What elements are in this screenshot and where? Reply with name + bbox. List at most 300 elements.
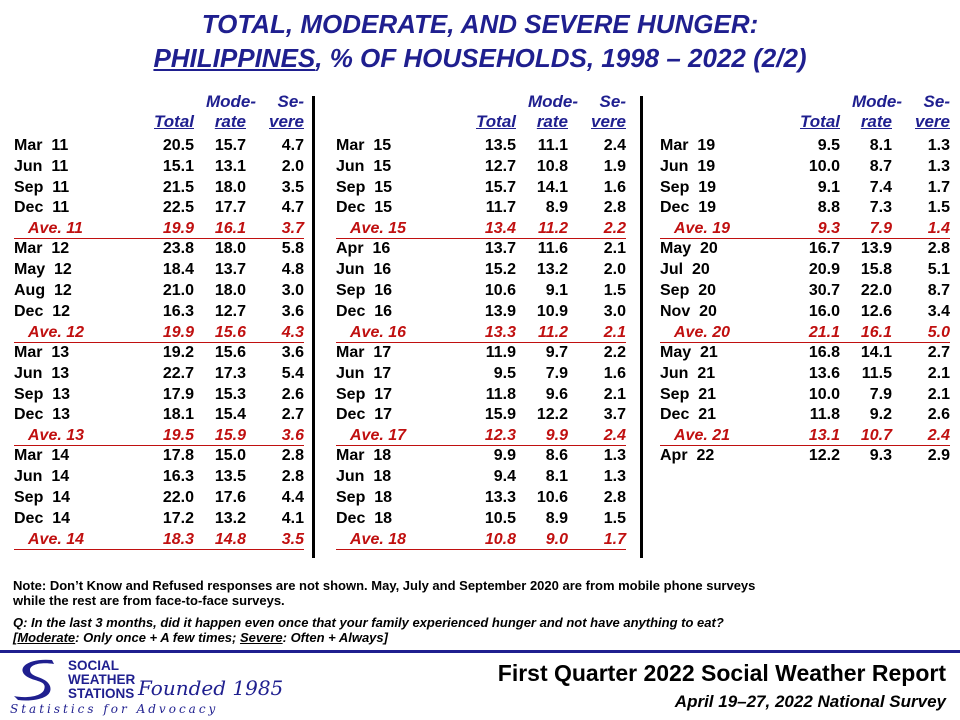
cell-total: 17.2 (162, 509, 194, 527)
cell-total: 11.9 (485, 343, 516, 361)
cell-severe: 3.7 (281, 220, 304, 238)
table-row (14, 405, 304, 426)
sws-logo (6, 656, 306, 718)
sws-swoosh-icon (8, 656, 66, 702)
cell-severe: 2.2 (603, 343, 626, 361)
cell-moderate: 15.8 (860, 261, 892, 279)
cell-severe: 2.4 (927, 427, 950, 445)
table-header (336, 92, 626, 136)
cell-severe: 1.6 (603, 364, 626, 382)
row-label: Sep 11 (14, 178, 70, 196)
cell-severe: 1.5 (603, 509, 626, 527)
row-label: Mar 19 (660, 137, 716, 154)
cell-total: 15.7 (484, 178, 516, 196)
cell-severe: 1.3 (603, 447, 626, 465)
cell-moderate: 15.9 (214, 427, 246, 445)
cell-moderate: 7.9 (869, 220, 892, 238)
question-block (13, 615, 953, 645)
cell-severe: 1.9 (603, 157, 626, 175)
table-row (14, 178, 304, 199)
cell-moderate: 13.2 (214, 509, 246, 527)
cell-moderate: 12.6 (860, 302, 892, 320)
row-label: Jun 21 (660, 364, 716, 382)
logo-text (68, 659, 135, 701)
average-row (660, 426, 950, 446)
column-divider-2 (640, 96, 643, 558)
row-label: Dec 13 (14, 406, 71, 424)
cell-total: 11.8 (485, 385, 516, 403)
average-row (336, 426, 626, 446)
cell-total: 13.4 (484, 220, 516, 238)
cell-severe: 4.7 (281, 199, 304, 217)
cell-severe: 2.8 (927, 240, 950, 258)
cell-severe: 4.8 (281, 261, 304, 279)
table-row (14, 239, 304, 260)
cell-severe: 3.5 (281, 530, 304, 548)
cell-severe: 2.1 (603, 323, 626, 341)
table-row (660, 405, 950, 426)
cell-moderate: 8.1 (545, 468, 568, 486)
row-label: Mar 11 (14, 137, 69, 154)
def-moderate: Moderate (17, 630, 76, 645)
cell-severe: 2.9 (927, 447, 950, 465)
row-label: Jun 19 (660, 157, 716, 175)
cell-severe: 5.1 (927, 261, 950, 279)
cell-severe: 8.7 (927, 282, 950, 300)
cell-moderate: 9.7 (545, 343, 568, 361)
cell-severe: 1.7 (603, 530, 626, 548)
cell-moderate: 8.1 (869, 137, 892, 154)
row-label: Nov 20 (660, 302, 717, 320)
cell-severe: 1.3 (927, 137, 950, 154)
row-label: Sep 14 (14, 489, 71, 507)
header-total: Total (154, 112, 194, 131)
header-severe-top: Se- (599, 92, 626, 111)
cell-severe: 1.4 (927, 220, 950, 238)
table-header (14, 92, 304, 136)
average-row (14, 426, 304, 446)
cell-moderate: 14.8 (214, 530, 246, 548)
table-row (660, 364, 950, 385)
cell-moderate: 9.6 (545, 385, 568, 403)
table-row (336, 178, 626, 199)
report-title: First Quarter 2022 Social Weather Report (497, 660, 946, 686)
cell-severe: 2.1 (603, 240, 626, 258)
logo-line2: WEATHER (68, 672, 136, 687)
header-moderate-bottom: rate (860, 112, 892, 131)
cell-total: 17.9 (162, 385, 194, 403)
cell-severe: 3.6 (281, 343, 304, 361)
cell-total: 9.4 (493, 468, 516, 486)
header-severe-bottom: vere (269, 112, 304, 131)
cell-total: 13.3 (484, 323, 516, 341)
cell-total: 9.1 (817, 178, 840, 196)
table-row (14, 446, 304, 467)
header-total: Total (800, 112, 840, 131)
cell-total: 10.8 (484, 530, 516, 548)
row-label: Mar 17 (336, 343, 392, 361)
header-severe-bottom: vere (591, 112, 626, 131)
row-label: Apr 22 (660, 447, 715, 465)
chart-title-line1: TOTAL, MODERATE, AND SEVERE HUNGER: (201, 9, 759, 39)
cell-total: 18.1 (162, 406, 194, 424)
table-row (336, 281, 626, 302)
table-row (660, 178, 950, 199)
cell-total: 9.9 (493, 447, 516, 465)
row-label: Ave. 18 (350, 530, 407, 548)
cell-total: 9.5 (817, 137, 840, 154)
chart-title-line2 (0, 42, 960, 74)
cell-total: 13.9 (484, 302, 516, 320)
cell-severe: 1.7 (927, 178, 950, 196)
cell-severe: 1.5 (603, 282, 626, 300)
cell-moderate: 9.3 (869, 447, 892, 465)
row-label: Ave. 13 (28, 427, 85, 445)
cell-moderate: 13.1 (214, 157, 246, 175)
cell-total: 13.3 (484, 489, 516, 507)
cell-severe: 4.1 (281, 509, 304, 527)
cell-total: 15.1 (162, 157, 194, 175)
row-label: Ave. 12 (28, 323, 85, 341)
cell-severe: 2.4 (603, 427, 626, 445)
cell-moderate: 8.9 (545, 509, 568, 527)
logo-founded: Founded 1985 (138, 676, 284, 700)
cell-severe: 2.8 (281, 447, 304, 465)
cell-severe: 2.1 (927, 364, 950, 382)
cell-total: 16.8 (808, 343, 840, 361)
cell-severe: 2.8 (603, 489, 626, 507)
cell-total: 16.0 (808, 302, 840, 320)
row-label: Dec 17 (336, 406, 393, 424)
table-row (14, 385, 304, 406)
header-moderate-top: Mode- (527, 92, 578, 111)
table-row (336, 260, 626, 281)
cell-total: 18.3 (162, 530, 194, 548)
table-row (336, 136, 626, 157)
table-panel-2011-2014 (14, 92, 304, 550)
row-label: Dec 16 (336, 302, 393, 320)
row-label: Sep 20 (660, 282, 717, 300)
cell-total: 19.5 (162, 427, 194, 445)
cell-total: 13.6 (808, 364, 840, 382)
row-label: Jun 16 (336, 261, 392, 279)
table-row (14, 488, 304, 509)
cell-moderate: 10.6 (536, 489, 568, 507)
row-label: Jun 15 (336, 157, 392, 175)
row-label: Ave. 20 (674, 323, 731, 341)
cell-severe: 2.1 (603, 385, 626, 403)
row-label: Jun 11 (14, 157, 69, 175)
row-label: May 21 (660, 343, 718, 361)
table-row (336, 157, 626, 178)
table-row (660, 198, 950, 219)
row-label: Mar 18 (336, 447, 392, 465)
row-label: Jun 18 (336, 468, 392, 486)
cell-moderate: 17.7 (214, 199, 246, 217)
cell-moderate: 8.6 (545, 447, 568, 465)
row-label: Dec 19 (660, 199, 717, 217)
header-moderate-top: Mode- (205, 92, 256, 111)
cell-moderate: 9.0 (545, 530, 568, 548)
cell-total: 22.5 (162, 199, 194, 217)
cell-moderate: 15.4 (214, 406, 246, 424)
logo-line3: STATIONS (68, 686, 135, 701)
def-open: [ (13, 630, 18, 645)
cell-moderate: 11.2 (538, 323, 568, 341)
row-label: Mar 13 (14, 343, 70, 361)
cell-severe: 2.1 (927, 385, 950, 403)
cell-moderate: 12.2 (536, 406, 568, 424)
row-label: Jun 13 (14, 364, 70, 382)
row-label: Ave. 19 (674, 220, 731, 238)
table-row (14, 343, 304, 364)
cell-moderate: 8.9 (545, 199, 568, 217)
cell-severe: 2.6 (281, 385, 304, 403)
row-label: Mar 12 (14, 240, 70, 258)
table-row (660, 239, 950, 260)
table-row (660, 136, 950, 157)
table-row (14, 364, 304, 385)
cell-total: 12.7 (484, 157, 516, 175)
def-end: : Often + Always] (282, 630, 388, 645)
cell-total: 30.7 (808, 282, 840, 300)
table-panel-2015-2018 (336, 92, 626, 550)
row-label: Ave. 16 (350, 323, 407, 341)
cell-total: 19.2 (162, 343, 194, 361)
table-row (336, 239, 626, 260)
column-divider-1 (312, 96, 315, 558)
cell-severe: 3.0 (281, 282, 304, 300)
cell-moderate: 15.0 (214, 447, 246, 465)
cell-total: 15.2 (484, 261, 516, 279)
table-row (14, 509, 304, 530)
cell-total: 16.3 (162, 302, 194, 320)
cell-moderate: 17.3 (214, 364, 246, 382)
cell-total: 10.0 (808, 385, 840, 403)
cell-severe: 1.6 (603, 178, 626, 196)
header-severe-top: Se- (923, 92, 950, 111)
table-header (660, 92, 950, 136)
average-row (14, 323, 304, 343)
cell-severe: 2.0 (281, 157, 304, 175)
cell-severe: 3.6 (281, 302, 304, 320)
cell-severe: 3.4 (927, 302, 950, 320)
table-row (336, 385, 626, 406)
cell-moderate: 18.0 (214, 178, 246, 196)
survey-dates: April 19–27, 2022 National Survey (674, 692, 946, 711)
cell-moderate: 7.9 (545, 364, 568, 382)
cell-moderate: 18.0 (214, 240, 246, 258)
note-line2: while the rest are from face-to-face surveys. (13, 593, 285, 608)
cell-moderate: 15.7 (214, 137, 246, 154)
cell-moderate: 18.0 (214, 282, 246, 300)
cell-total: 21.1 (808, 323, 840, 341)
row-label: May 12 (14, 261, 72, 279)
cell-total: 10.5 (484, 509, 516, 527)
cell-moderate: 9.9 (545, 427, 568, 445)
row-label: Sep 21 (660, 385, 717, 403)
table-row (14, 281, 304, 302)
table-row (660, 343, 950, 364)
row-label: Sep 19 (660, 178, 717, 196)
table-row (14, 260, 304, 281)
cell-total: 15.9 (484, 406, 516, 424)
logo-tagline: Statistics for Advocacy (10, 702, 219, 716)
row-label: Apr 16 (336, 240, 391, 258)
cell-severe: 3.7 (603, 406, 626, 424)
row-label: Dec 14 (14, 509, 71, 527)
table-row (660, 260, 950, 281)
cell-total: 19.9 (162, 323, 194, 341)
header-severe-top: Se- (277, 92, 304, 111)
table-row (14, 157, 304, 178)
cell-severe: 3.6 (281, 427, 304, 445)
cell-severe: 2.6 (927, 406, 950, 424)
logo-line1: SOCIAL (68, 658, 120, 673)
row-label: Ave. 21 (674, 427, 731, 445)
cell-moderate: 9.1 (545, 282, 568, 300)
cell-moderate: 8.7 (869, 157, 892, 175)
note-line1: Note: Don’t Know and Refused responses are not shown. May, July and September 2020 are from mobile phone surveys (13, 578, 756, 593)
cell-moderate: 7.4 (869, 178, 892, 196)
cell-total: 20.9 (808, 261, 840, 279)
cell-total: 8.8 (817, 199, 840, 217)
def-severe: Severe (239, 630, 283, 645)
row-label: Sep 17 (336, 385, 393, 403)
def-mid: : Only once + A few times; (75, 630, 240, 645)
row-label: Ave. 17 (350, 427, 407, 445)
cell-moderate: 7.3 (869, 199, 892, 217)
cell-moderate: 12.7 (214, 302, 246, 320)
cell-moderate: 7.9 (869, 385, 892, 403)
row-label: Dec 11 (14, 199, 70, 217)
cell-moderate: 15.3 (214, 385, 246, 403)
cell-total: 16.3 (162, 468, 194, 486)
cell-total: 10.0 (808, 157, 840, 175)
average-row (336, 530, 626, 550)
cell-total: 22.0 (162, 489, 194, 507)
average-row (14, 219, 304, 239)
table-row (660, 385, 950, 406)
cell-moderate: 11.6 (537, 240, 568, 258)
table-row (336, 343, 626, 364)
average-row (660, 323, 950, 343)
cell-total: 12.2 (808, 447, 840, 465)
cell-moderate: 10.9 (536, 302, 568, 320)
cell-moderate: 13.5 (214, 468, 246, 486)
table-row (14, 467, 304, 488)
cell-severe: 2.7 (281, 406, 304, 424)
table-row (336, 488, 626, 509)
cell-total: 9.5 (493, 364, 516, 382)
header-moderate-bottom: rate (536, 112, 568, 131)
row-label: Sep 15 (336, 178, 393, 196)
cell-total: 21.5 (162, 178, 194, 196)
cell-moderate: 14.1 (536, 178, 568, 196)
table-row (14, 302, 304, 323)
title-rest: , % OF HOUSEHOLDS, 1998 – 2022 (2/2) (315, 43, 807, 73)
cell-total: 11.8 (809, 406, 840, 424)
row-label: May 20 (660, 240, 718, 258)
cell-severe: 2.7 (927, 343, 950, 361)
cell-total: 12.3 (484, 427, 516, 445)
cell-severe: 1.5 (927, 199, 950, 217)
row-label: Sep 16 (336, 282, 393, 300)
row-label: Ave. 14 (28, 530, 85, 548)
cell-total: 20.5 (162, 137, 194, 154)
row-label: Dec 18 (336, 509, 393, 527)
cell-moderate: 11.2 (538, 220, 568, 238)
cell-moderate: 9.2 (869, 406, 892, 424)
definition-text (13, 630, 953, 645)
header-moderate-top: Mode- (851, 92, 902, 111)
cell-severe: 2.4 (603, 137, 626, 154)
cell-moderate: 15.6 (214, 343, 246, 361)
average-row (336, 323, 626, 343)
cell-moderate: 13.7 (214, 261, 246, 279)
header-total: Total (476, 112, 516, 131)
cell-moderate: 16.1 (860, 323, 892, 341)
cell-moderate: 17.6 (214, 489, 246, 507)
cell-severe: 5.4 (281, 364, 304, 382)
cell-total: 16.7 (808, 240, 840, 258)
row-label: Mar 14 (14, 447, 70, 465)
cell-severe: 2.8 (603, 199, 626, 217)
row-label: Dec 21 (660, 406, 717, 424)
row-label: Mar 15 (336, 137, 392, 154)
cell-total: 18.4 (162, 261, 194, 279)
cell-severe: 4.4 (281, 489, 304, 507)
question-text: Q: In the last 3 months, did it happen even once that your family experienced hunger and not have anything to eat? (13, 615, 724, 630)
table-row (336, 364, 626, 385)
table-row (336, 467, 626, 488)
row-label: Sep 13 (14, 385, 71, 403)
average-row (336, 219, 626, 239)
cell-severe: 1.3 (927, 157, 950, 175)
cell-severe: 2.8 (281, 468, 304, 486)
cell-severe: 1.3 (603, 468, 626, 486)
average-row (660, 219, 950, 239)
cell-severe: 4.7 (281, 137, 304, 154)
row-label: Ave. 11 (28, 220, 83, 238)
table-panel-2019-2022 (660, 92, 950, 467)
table-row (14, 136, 304, 157)
table-row (660, 281, 950, 302)
cell-total: 13.7 (484, 240, 516, 258)
note-block (13, 578, 953, 608)
cell-moderate: 10.7 (860, 427, 892, 445)
table-row (336, 198, 626, 219)
cell-severe: 3.0 (603, 302, 626, 320)
cell-total: 11.7 (485, 199, 516, 217)
cell-total: 13.1 (808, 427, 840, 445)
cell-severe: 3.5 (281, 178, 304, 196)
average-row (14, 530, 304, 550)
row-label: Sep 18 (336, 489, 393, 507)
header-moderate-bottom: rate (214, 112, 246, 131)
row-label: Jul 20 (660, 261, 710, 279)
cell-moderate: 10.8 (536, 157, 568, 175)
cell-moderate: 11.1 (537, 137, 568, 154)
cell-severe: 5.8 (281, 240, 304, 258)
cell-total: 21.0 (162, 282, 194, 300)
cell-total: 13.5 (484, 137, 516, 154)
table-row (14, 198, 304, 219)
cell-total: 10.6 (484, 282, 516, 300)
table-row (336, 509, 626, 530)
cell-total: 23.8 (162, 240, 194, 258)
row-label: Dec 15 (336, 199, 393, 217)
